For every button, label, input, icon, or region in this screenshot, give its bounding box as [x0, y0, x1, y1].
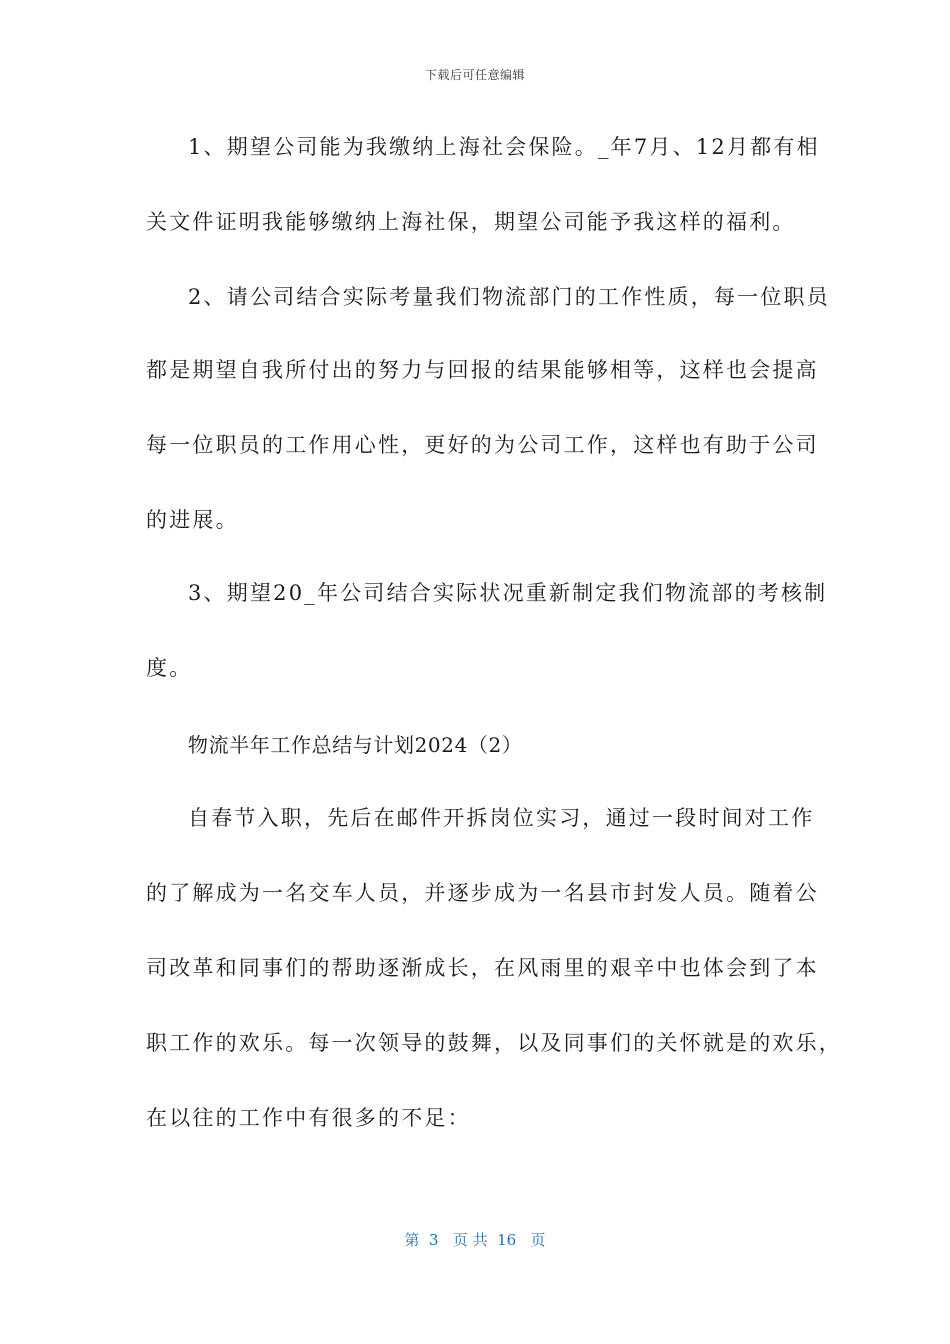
paragraph-line: 都是期望自我所付出的努力与回报的结果能够相等，这样也会提高: [146, 358, 819, 382]
paragraph-line: 职工作的欢乐。每一次领导的鼓舞，以及同事们的关怀就是的欢乐，: [146, 1031, 842, 1055]
paragraph-line: 关文件证明我能够缴纳上海社保，期望公司能予我这样的福利。: [146, 210, 796, 234]
paragraph-line: 的进展。: [146, 508, 239, 532]
paragraph-line: 1、期望公司能为我缴纳上海社会保险。_年7月、12月都有相: [188, 135, 820, 159]
paragraph-line: 每一位职员的工作用心性，更好的为公司工作，这样也有助于公司: [146, 433, 819, 457]
paragraph-line: 司改革和同事们的帮助逐渐成长，在风雨里的艰辛中也体会到了本: [146, 956, 819, 980]
paragraph-line: 3、期望20_年公司结合实际状况重新制定我们物流部的考核制: [188, 581, 828, 605]
paragraph-line: 2、请公司结合实际考量我们物流部门的工作性质，每一位职员: [188, 285, 830, 309]
paragraph-line: 的了解成为一名交车人员，并逐步成为一名县市封发人员。随着公: [146, 881, 819, 905]
section-heading: 物流半年工作总结与计划2024（2）: [188, 733, 523, 757]
paragraph-line: 自春节入职，先后在邮件开拆岗位实习，通过一段时间对工作: [188, 806, 815, 830]
paragraph-line: 在以往的工作中有很多的不足：: [146, 1106, 471, 1130]
page-footer: 第 3 页 共 16 页: [404, 1231, 546, 1249]
header-note: 下载后可任意编辑: [424, 68, 525, 82]
paragraph-line: 度。: [146, 656, 193, 680]
